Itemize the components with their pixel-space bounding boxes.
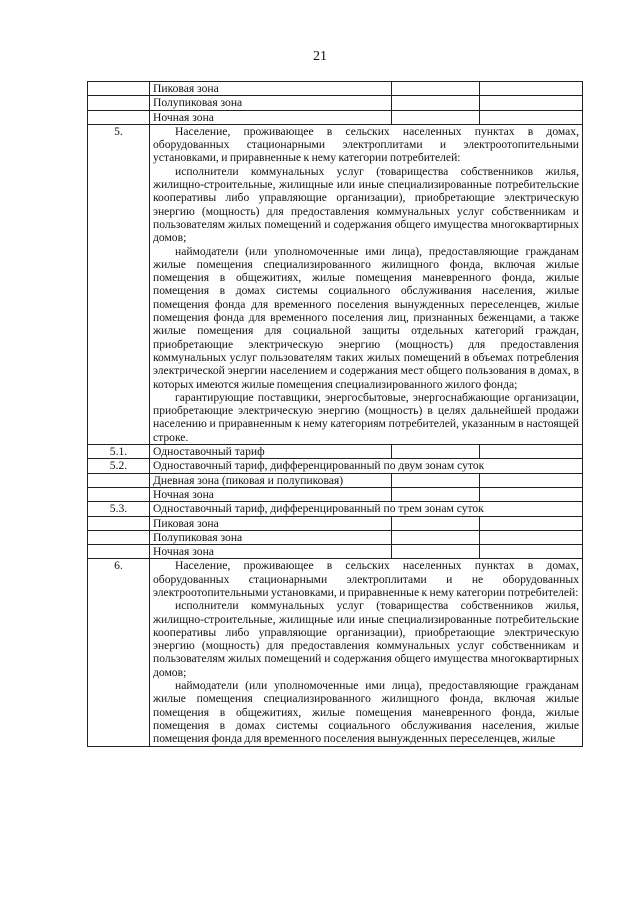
value-cell [480,473,583,487]
value-cell [480,530,583,544]
value-cell [480,545,583,559]
row-number [88,545,150,559]
tariff-label: Одноставочный тариф, дифференцированный по трем зонам суток [150,502,583,516]
zone-label: Полупиковая зона [150,96,392,110]
row-number [88,82,150,96]
value-cell [392,487,480,501]
section-description [150,559,583,746]
value-cell [480,487,583,501]
section-paragraph: Население, проживающее в сельских населенных пунктах в домах, оборудованных стационарными электроплитами и электроотопительными установками, и приравненные к нему категории потребителей: [153,124,579,165]
tariff-item-row [88,445,583,459]
tariff-label: Одноставочный тариф, дифференцированный по двум зонам суток [150,459,583,473]
zone-label: Дневная зона (пиковая и полупиковая) [150,473,392,487]
row-number [88,487,150,501]
zone-label: Ночная зона [150,487,392,501]
value-cell [392,96,480,110]
zone-row [88,530,583,544]
tariff-header-row [88,459,583,473]
row-number: 5.2. [88,459,150,473]
value-cell [392,82,480,96]
section-row [88,559,583,746]
value-cell [480,96,583,110]
section-description [150,124,583,444]
row-number: 5. [88,124,150,444]
row-number [88,110,150,124]
section-paragraph: наймодатели (или уполномоченные ими лица), предоставляющие гражданам жилые помещения специализированного жилищного фонда, включая жилые помещения в общежитиях, жилые помещения маневренного фонда, жилые помещения в домах системы социального обслуживания населения, жилые помещения фонда для временного поселения вынужденных переселенцев, жилые [153,679,579,746]
tariff-header-row [88,502,583,516]
row-number: 6. [88,559,150,746]
row-number [88,96,150,110]
value-cell [392,545,480,559]
row-number [88,473,150,487]
zone-row [88,516,583,530]
row-number [88,530,150,544]
page-number: 21 [313,49,327,64]
value-cell [392,445,480,459]
zone-label: Полупиковая зона [150,530,392,544]
value-cell [392,110,480,124]
zone-label: Ночная зона [150,110,392,124]
tariff-table [87,81,583,747]
zone-label: Пиковая зона [150,516,392,530]
row-number: 5.3. [88,502,150,516]
value-cell [392,473,480,487]
tariff-label: Одноставочный тариф [150,445,392,459]
section-paragraph: гарантирующие поставщики, энергосбытовые, энергоснабжающие организации, приобретающие электрическую энергию (мощность) в целях дальнейшей продажи населению и приравненным к нему категориям потребителей, указанным в настоящей строке. [153,390,579,444]
value-cell [392,516,480,530]
row-number [88,516,150,530]
zone-row [88,96,583,110]
value-cell [392,530,480,544]
zone-row [88,473,583,487]
value-cell [480,516,583,530]
section-paragraph: Население, проживающее в сельских населенных пунктах в домах, оборудованных стационарными электроплитами и не оборудованных электроотопительными установками, и приравненные к нему категории потребителей: [153,559,579,599]
value-cell [480,110,583,124]
zone-row [88,487,583,501]
value-cell [480,445,583,459]
section-paragraph: наймодатели (или уполномоченные ими лица), предоставляющие гражданам жилые помещения специализированного жилищного фонда, включая жилые помещения в общежитиях, жилые помещения маневренного фонда, жилые помещения в домах системы социального обслуживания населения, жилые помещения фонда для временного поселения вынужденных переселенцев, жилые помещения фонда для временного поселения лиц, признанных беженцами, а также жилые помещения для социальной защиты отдельных категорий граждан, приобретающие электрическую энергию (мощность) для предоставления коммунальных услуг пользователям таких жилых помещений в объемах потребления электрической энергии населением и содержания мест общего пользования в домах, в которых имеются жилые помещения специализированного жилого фонда; [153,244,579,391]
section-paragraph: исполнители коммунальных услуг (товарищества собственников жилья, жилищно-строительные, жилищные или иные специализированные потребительские кооперативы либо управляющие организации), приобретающие электрическую энергию (мощность) для предоставления коммунальных услуг собственникам и пользователям жилых помещений и содержания общего имущества многоквартирных домов; [153,599,579,679]
zone-row [88,82,583,96]
section-row [88,124,583,444]
zone-row [88,110,583,124]
section-paragraph: исполнители коммунальных услуг (товарищества собственников жилья, жилищно-строительные, жилищные или иные специализированные потребительские кооперативы либо управляющие организации), приобретающие электрическую энергию (мощность) для предоставления коммунальных услуг собственникам и пользователям жилых помещений и содержания общего имущества многоквартирных домов; [153,164,579,245]
tariff-table-body [88,82,583,747]
zone-row [88,545,583,559]
value-cell [480,82,583,96]
row-number: 5.1. [88,445,150,459]
zone-label: Пиковая зона [150,82,392,96]
zone-label: Ночная зона [150,545,392,559]
